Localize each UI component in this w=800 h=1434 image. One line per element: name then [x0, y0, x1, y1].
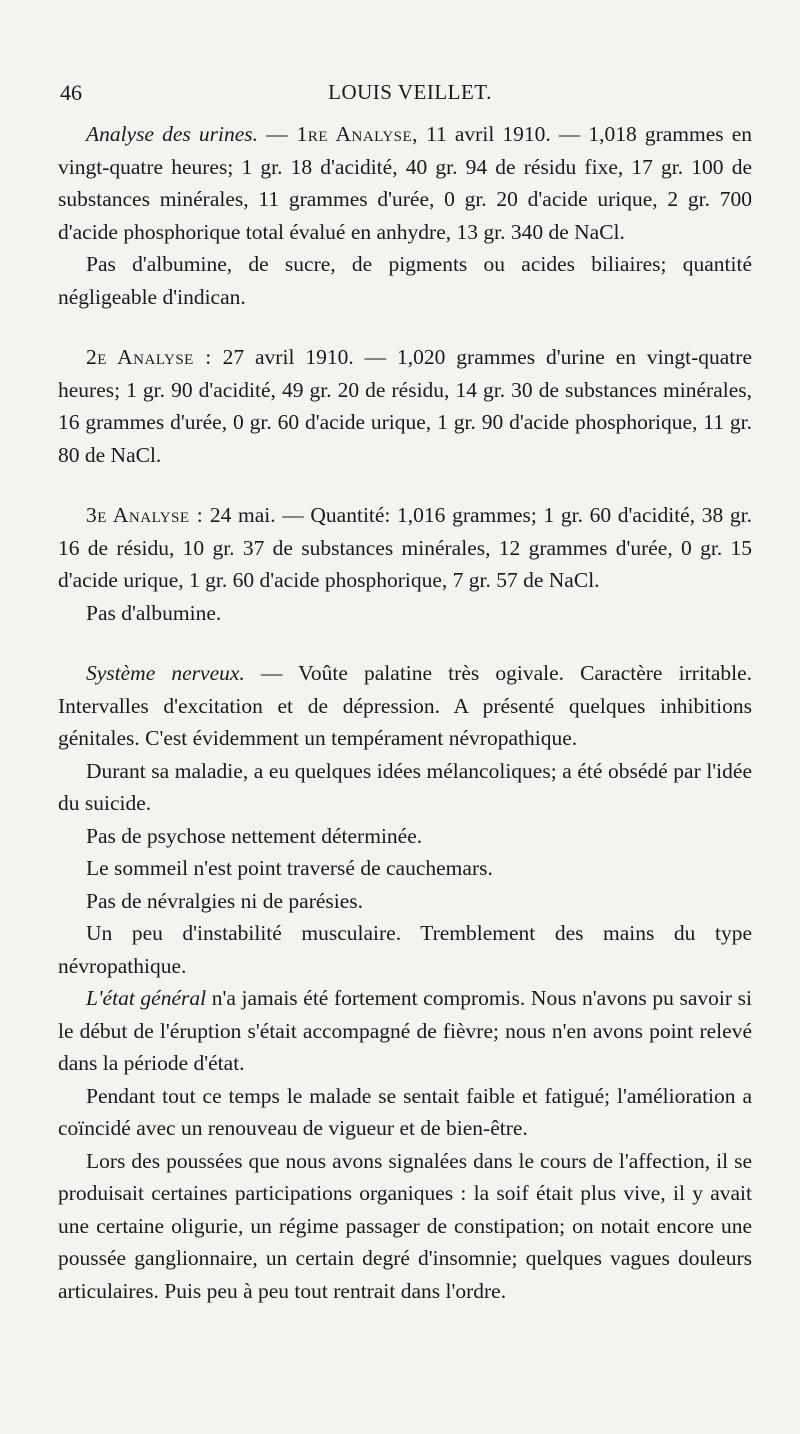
page-header	[60, 80, 760, 114]
analysis-3-followup: Pas d'albumine.	[86, 600, 222, 625]
nervous-system-paragraph-3: Le sommeil n'est point traversé de cauchemars.	[86, 856, 493, 880]
analysis-2-paragraph	[58, 341, 752, 471]
spacer	[58, 471, 752, 499]
page-number: 46	[60, 80, 82, 105]
general-state-paragraph-1: Pendant tout ce temps le malade se sentait faible et fatigué; l'amélioration a coïncidé avec un renouveau de vigueur et de bien-être.	[58, 1083, 752, 1140]
spacer	[58, 313, 752, 341]
general-state-paragraph	[58, 982, 752, 1080]
nervous-system-paragraph	[58, 657, 752, 755]
running-title: LOUIS VEILLET.	[328, 80, 492, 104]
analysis-section-label: Analyse des urines.	[86, 122, 258, 146]
analysis-1-lead: — 1re Analyse,	[266, 122, 419, 146]
analysis-1-text: 11 avril 1910. — 1,018 grammes en vingt-quatre heures; 1 gr. 18 d'acidité, 40 gr. 94 de résidu fixe, 17 gr. 100 de substances minérales, 11 grammes d'urée, 0 gr. 20 d'acide urique, 2 gr. 700 d'acide phosphorique total évalué en anhydre, 13 gr. 340 de NaCl.	[58, 122, 753, 244]
nervous-system-label: Système nerveux.	[86, 661, 245, 685]
page-body	[58, 118, 752, 1307]
general-state-paragraph-2: Lors des poussées que nous avons signalées dans le cours de l'affection, il se produisait certaines participations organiques : la soif était plus vive, il y avait une certaine oligurie, un régime passager de constipation; on notait encore une poussée ganglionnaire, un certain degré d'insomnie; quelques vagues douleurs articulaires. Puis peu à peu tout rentrait dans l'ordre.	[58, 1148, 752, 1303]
nervous-system-paragraph-4: Pas de névralgies ni de parésies.	[86, 888, 364, 913]
nervous-system-text: — Voûte palatine très ogivale. Caractère irritable. Intervalles d'excitation et de dépression. A présenté quelques inhibitions génitales. C'est évidemment un tempérament névropathique.	[58, 661, 752, 750]
analysis-1-followup: Pas d'albumine, de sucre, de pigments ou acides biliaires; quantité négligeable d'indican.	[58, 252, 752, 309]
general-state-text: n'a jamais été fortement compromis. Nous n'avons pu savoir si le début de l'éruption s'était accompagné de fièvre; nous n'en avons point relevé dans la période d'état.	[58, 986, 752, 1075]
analysis-1-paragraph	[58, 118, 752, 248]
analysis-2-text: 27 avril 1910. — 1,020 grammes d'urine en vingt-quatre heures; 1 gr. 90 d'acidité, 49 gr. 20 de résidu, 14 gr. 30 de substances minérales, 16 grammes d'urée, 0 gr. 60 d'acide urique, 1 gr. 90 d'acide phosphorique, 11 gr. 80 de NaCl.	[58, 345, 752, 467]
general-state-label: L'état général	[86, 986, 207, 1010]
nervous-system-paragraph-2: Pas de psychose nettement déterminée.	[86, 823, 423, 848]
nervous-system-paragraph-1: Durant sa maladie, a eu quelques idées mélancoliques; a été obsédé par l'idée du suicide.	[58, 758, 752, 815]
nervous-system-paragraph-5: Un peu d'instabilité musculaire. Tremblement des mains du type névropathique.	[58, 921, 752, 978]
analysis-2-lead: 2e Analyse :	[86, 345, 212, 369]
spacer	[58, 629, 752, 657]
analysis-3-text: 24 mai. — Quantité: 1,016 grammes; 1 gr. 60 d'acidité, 38 gr. 16 de résidu, 10 gr. 37 de substances minérales, 12 grammes d'urée, 0 gr. 15 d'acide urique, 1 gr. 60 d'acide phosphorique, 7 gr. 57 de NaCl.	[58, 503, 752, 592]
analysis-3-lead: 3e Analyse :	[86, 503, 204, 527]
analysis-3-paragraph	[58, 499, 752, 597]
